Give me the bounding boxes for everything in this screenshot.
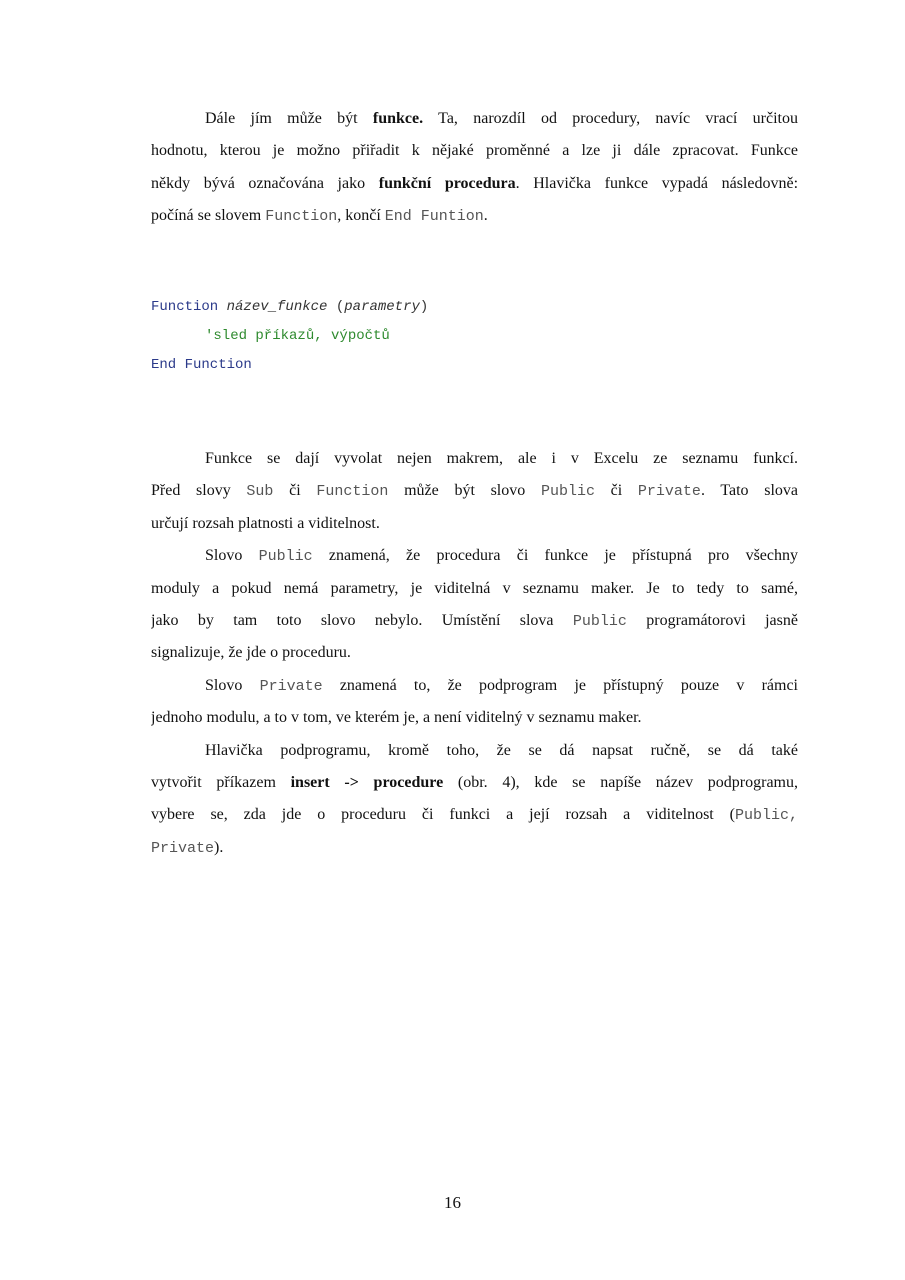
code-punct: ) <box>419 299 429 315</box>
text-line <box>151 103 798 135</box>
text-run: Před slovy <box>151 482 247 500</box>
inline-code-end-funtion: End Funtion <box>384 208 484 226</box>
code-line-comment <box>151 322 428 351</box>
inline-code-public: Public <box>258 548 313 566</box>
inline-code-private: Private <box>151 839 215 857</box>
text-run: . Hlavička funkce vypadá následovně: <box>515 174 798 192</box>
text-run: . Tato slova <box>700 482 798 500</box>
text-run: Ta, narozdíl od procedury, navíc vrací určitou <box>423 110 798 127</box>
text-run: někdy bývá označována jako <box>151 174 379 192</box>
text-line: Funkce se dají vyvolat nejen makrem, ale i v Excelu ze seznamu funkcí. <box>205 450 798 467</box>
code-punct: ( <box>335 299 345 315</box>
inline-code-public: Public <box>540 483 595 501</box>
text-run: vytvořit příkazem <box>151 773 291 791</box>
text-run: Dále jím může být <box>205 110 373 127</box>
inline-code-public: Public <box>572 612 627 630</box>
text-run: může být slovo <box>388 482 541 500</box>
text-run: , končí <box>337 207 385 225</box>
text-line: jednoho modulu, a to v tom, ve kterém je, a není viditelný v seznamu maker. <box>151 709 642 727</box>
inline-code-function: Function <box>316 483 389 501</box>
code-keyword: End Function <box>151 357 252 373</box>
code-keyword: Function <box>151 299 219 315</box>
text-run: či <box>273 482 317 500</box>
text-line: signalizuje, že jde o proceduru. <box>151 644 351 662</box>
page-number: 16 <box>444 1193 461 1212</box>
text-run: Slovo <box>205 676 260 694</box>
text-line <box>151 670 798 702</box>
text-line <box>151 799 798 831</box>
text-run: ). <box>214 838 224 856</box>
text-run: Slovo <box>205 547 259 565</box>
text-run: počíná se slovem <box>151 207 266 225</box>
text-run: znamená to, že podprogram je přístupný pouze v rámci <box>322 676 798 694</box>
text-run: programátorovi jasně <box>626 611 798 629</box>
body-paragraphs <box>151 443 798 864</box>
text-run: znamená, že procedura či funkce je přístupná pro všechny <box>312 547 798 565</box>
text-line <box>151 605 798 637</box>
code-comment: 'sled příkazů, výpočtů <box>205 328 390 344</box>
text-run: vybere se, zda jde o proceduru či funkci a její rozsah a viditelnost ( <box>151 806 735 824</box>
text-run: či <box>594 482 638 500</box>
text-run: (obr. 4), kde se napíše název podprogramu, <box>443 773 798 791</box>
text-line: hodnotu, kterou je možno přiřadit k nějaké proměnné a lze ji dále zpracovat. Funkce <box>151 142 798 160</box>
paragraph-function-intro <box>151 103 798 233</box>
text-line: určují rozsah platnosti a viditelnost. <box>151 514 380 532</box>
inline-code-private: Private <box>259 677 323 695</box>
code-params: parametry <box>344 299 420 315</box>
text-line <box>151 767 798 799</box>
text-line <box>151 168 798 200</box>
text-line: Hlavička podprogramu, kromě toho, že se dá napsat ručně, se dá také <box>205 741 798 759</box>
bold-term-funkcni-procedura: funkční procedura <box>378 174 516 192</box>
bold-term-funkce: funkce. <box>372 110 424 127</box>
code-block <box>151 293 428 380</box>
text-line <box>151 540 798 572</box>
bold-term-insert-procedure: insert -> procedure <box>290 773 444 791</box>
code-line-function-header <box>151 293 428 322</box>
text-run: jako by tam toto slovo nebylo. Umístění slova <box>151 611 573 629</box>
inline-code-public: Public, <box>734 807 798 825</box>
text-run: . <box>483 207 488 225</box>
inline-code-sub: Sub <box>246 483 274 501</box>
text-line: moduly a pokud nemá parametry, je viditelná v seznamu maker. Je to tedy to samé, <box>151 579 798 597</box>
code-line-end <box>151 351 428 380</box>
text-line <box>151 200 798 232</box>
inline-code-private: Private <box>637 483 701 501</box>
text-line <box>151 475 798 507</box>
inline-code-function: Function <box>265 208 338 226</box>
text-line <box>151 832 798 864</box>
code-function-name: název_funkce <box>226 299 328 315</box>
